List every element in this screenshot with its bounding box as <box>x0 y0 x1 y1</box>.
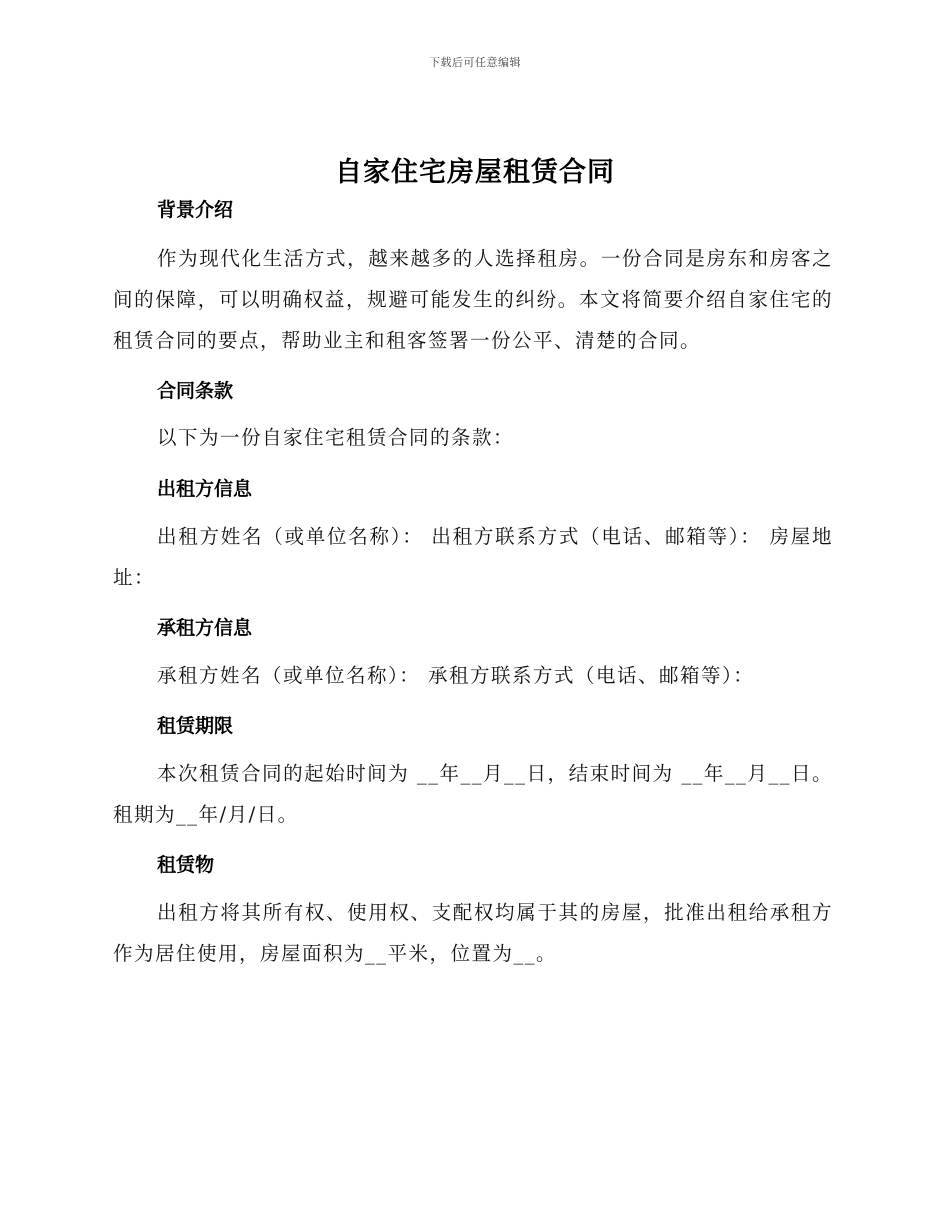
section-paragraph-background: 作为现代化生活方式，越来越多的人选择租房。一份合同是房东和房客之间的保障，可以明确权益，规避可能发生的纠纷。本文将简要介绍自家住宅的租赁合同的要点，帮助业主和租客签署一份公平、清楚的合同。 <box>113 247 833 352</box>
section-paragraph-lessee-info: 承租方姓名（或单位名称）： 承租方联系方式（电话、邮箱等）： <box>157 664 755 687</box>
document-body <box>113 194 833 974</box>
section-paragraph-lessor-info: 出租方姓名（或单位名称）： 出租方联系方式（电话、邮箱等）： 房屋地址： <box>113 525 833 589</box>
section-heading-lessor-info: 出租方信息 <box>157 478 253 500</box>
section-heading-lessee-info: 承租方信息 <box>157 617 253 639</box>
section-heading-background: 背景介绍 <box>157 199 234 221</box>
section-paragraph-contract-terms: 以下为一份自家住宅租赁合同的条款： <box>157 426 515 449</box>
section-heading-leased-property: 租赁物 <box>157 854 215 876</box>
section-paragraph-leased-property: 出租方将其所有权、使用权、支配权均属于其的房屋，批准出租给承租方作为居住使用，房屋面积为__平米，位置为__。 <box>113 901 833 965</box>
section-paragraph-lease-term: 本次租赁合同的起始时间为 __年__月__日，结束时间为 __年__月__日。租期为__年/月/日。 <box>113 762 833 826</box>
section-heading-contract-terms: 合同条款 <box>157 380 234 402</box>
header-note: 下载后可任意编辑 <box>429 56 521 69</box>
section-heading-lease-term: 租赁期限 <box>157 715 234 737</box>
document-title: 自家住宅房屋租赁合同 <box>335 157 615 188</box>
